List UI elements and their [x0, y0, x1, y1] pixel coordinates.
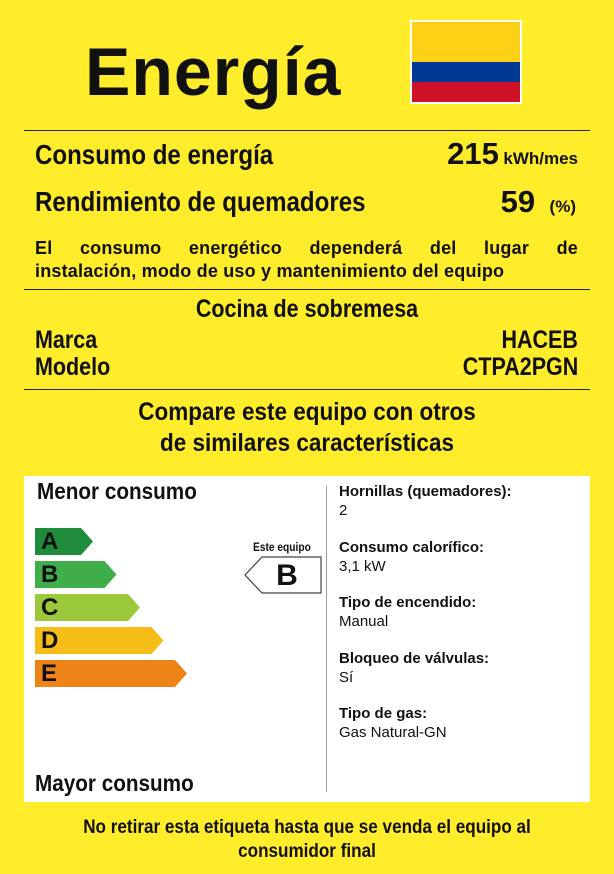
spec-item	[339, 539, 484, 575]
performance-value-group	[501, 184, 576, 220]
footer-line-1: No retirar esta etiqueta hasta que se venda el equipo al	[83, 817, 531, 838]
compare-text	[0, 397, 614, 459]
note-line-2: instalación, modo de uso y mantenimiento del equipo	[35, 261, 505, 281]
energy-value-group	[447, 136, 578, 172]
spec-label: Consumo calorífico:	[339, 538, 485, 556]
this-equipment-label: Este equipo	[253, 540, 311, 554]
product-type: Cocina de sobremesa	[195, 295, 419, 323]
compare-line-1: Compare este equipo con otros	[138, 398, 476, 426]
energy-class-c	[35, 594, 140, 621]
flag-stripe-yellow	[412, 22, 520, 62]
energy-class-scale	[35, 528, 195, 693]
flag-stripe-red	[412, 82, 520, 102]
energy-class-letter: A	[41, 528, 59, 555]
energy-class-letter: C	[41, 594, 59, 621]
energy-class-arrow-shape	[35, 660, 187, 687]
energy-value: 215	[447, 136, 499, 171]
energy-class-letter: E	[41, 660, 58, 687]
spec-label: Bloqueo de válvulas:	[339, 649, 490, 667]
performance-unit: (%)	[549, 197, 576, 216]
energy-class-e	[35, 660, 187, 687]
scale-top-label: Menor consumo	[37, 478, 197, 504]
spec-label: Hornillas (quemadores):	[339, 483, 512, 500]
energy-class-arrow-e	[35, 660, 187, 687]
consumption-note	[35, 237, 578, 283]
divider	[24, 130, 590, 131]
footer-line-2: consumidor final	[238, 841, 376, 862]
energy-class-a	[35, 528, 93, 555]
flag-stripe-blue	[412, 62, 520, 82]
energy-unit: kWh/mes	[503, 149, 578, 168]
energy-class-letter: B	[41, 561, 59, 588]
this-equipment-class: B	[276, 559, 298, 592]
divider	[24, 289, 590, 290]
scale-bottom-label: Mayor consumo	[35, 770, 194, 796]
footer-notice	[31, 816, 584, 864]
spec-value: 2	[339, 502, 348, 519]
energy-class-b	[35, 561, 117, 588]
spec-label: Tipo de encendido:	[339, 594, 477, 611]
energy-label: Consumo de energía	[35, 139, 274, 170]
colombia-flag-icon	[410, 20, 522, 104]
model-value: CTPA2PGN	[462, 353, 578, 381]
energy-class-letter: D	[41, 627, 59, 654]
spec-value: 3,1 kW	[339, 557, 386, 575]
spec-value: Gas Natural-GN	[339, 724, 447, 741]
compare-line-2: de similares características	[160, 429, 454, 457]
energy-class-d	[35, 627, 164, 654]
brand-value: HACEB	[501, 326, 578, 354]
performance-value: 59	[500, 184, 536, 219]
brand-label: Marca	[35, 326, 98, 354]
spec-item	[339, 594, 476, 630]
label-title: Energía	[85, 34, 342, 110]
spec-value: Sí	[339, 668, 354, 686]
model-label: Modelo	[35, 353, 111, 381]
note-line-1: El consumo energético dependerá del lugar de	[35, 238, 578, 258]
spec-value: Manual	[339, 613, 389, 630]
spec-item	[339, 650, 489, 686]
spec-item	[339, 483, 512, 519]
divider	[24, 389, 590, 390]
spec-item	[339, 705, 447, 741]
panel-divider	[326, 486, 327, 792]
spec-label: Tipo de gas:	[339, 705, 428, 722]
performance-label: Rendimiento de quemadores	[35, 186, 366, 217]
